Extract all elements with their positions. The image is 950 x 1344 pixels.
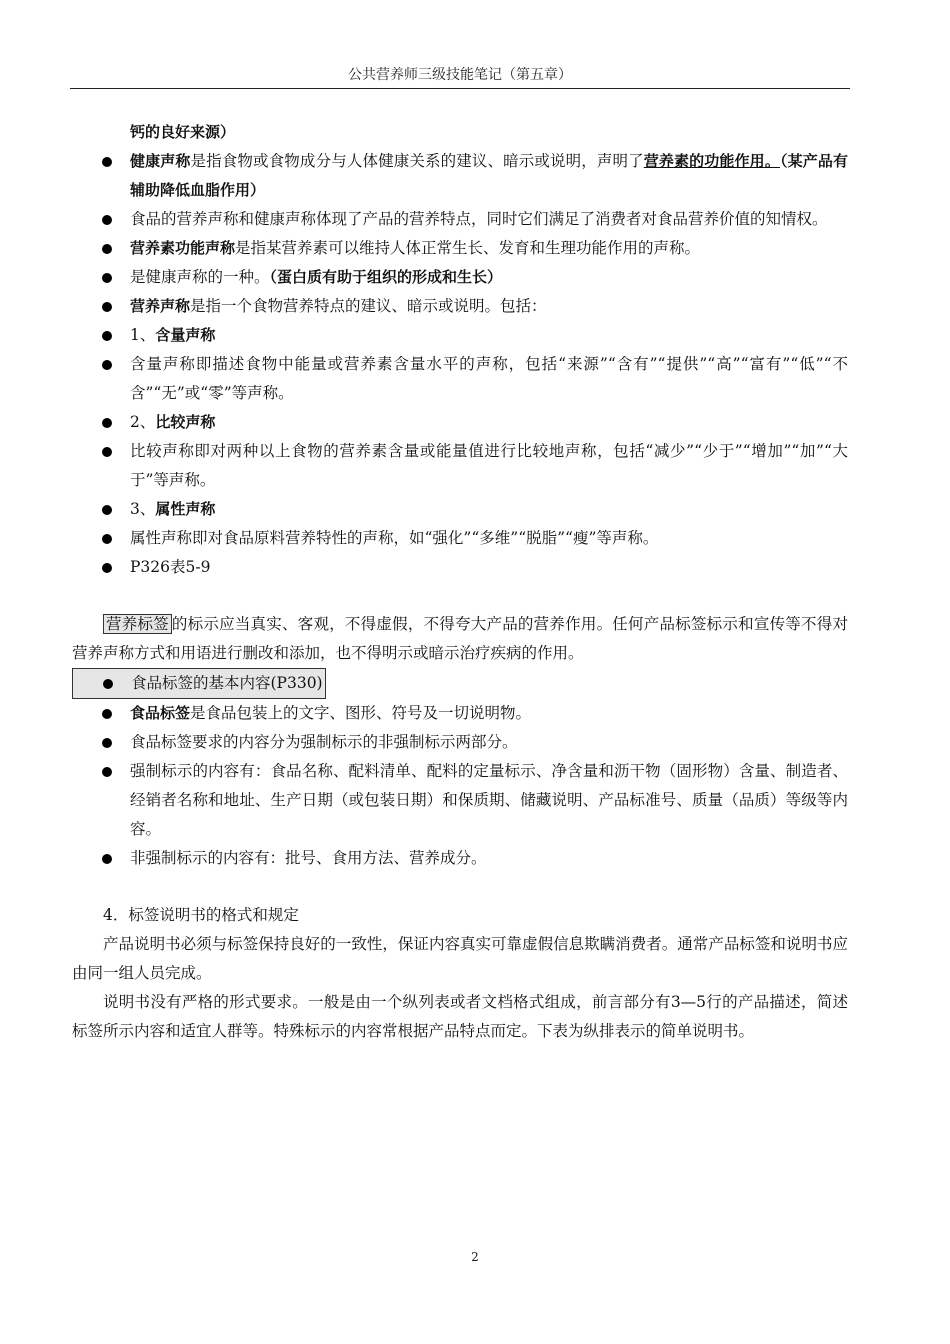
bullet-icon <box>100 844 114 873</box>
list-item-text: 是指一个食物营养特点的建议、暗示或说明。包括： <box>190 297 547 315</box>
spacer <box>72 582 848 610</box>
paragraph: 说明书没有严格的形式要求。一般是由一个纵列表或者文档格式组成，前言部分有3—5行的产品描述，简述标签所示内容和适宜人群等。特殊标示的内容常根据产品特点而定。下表为纵排表示的简单说明书。 <box>72 993 848 1040</box>
bullet-icon <box>101 669 115 698</box>
list-item <box>72 147 848 205</box>
bullet-icon <box>100 234 114 263</box>
bullet-icon <box>100 495 114 524</box>
emphasis-text: 营养素的功能作用。 <box>643 152 780 170</box>
list-item-continuation <box>72 118 848 147</box>
list-item <box>72 292 848 321</box>
bullet-icon <box>100 147 114 176</box>
subheading-comparison-claim: 比较声称 <box>155 413 216 431</box>
bullet-icon <box>100 699 114 728</box>
bullet-icon <box>100 321 114 350</box>
example-text: （某产品有辅助降低血脂作用） <box>130 152 848 199</box>
term-nutrient-function-claim: 营养素功能声称 <box>130 239 236 257</box>
page-number: 2 <box>471 1250 479 1264</box>
list-item <box>72 234 848 263</box>
list-item-text: 属性声称即对食品原料营养特性的声称，如“强化”“多维”“脱脂”“瘦”等声称。 <box>130 529 659 547</box>
list-item <box>72 205 848 234</box>
list-item-text: 强制标示的内容有：食品名称、配料清单、配料的定量标示、净含量和沥干物（固形物）含量、制造者、经销者名称和地址、生产日期（或包装日期）和保质期、储藏说明、产品标准号、质量（品质）等级等内容。 <box>130 762 848 838</box>
list-item <box>72 263 848 292</box>
spacer <box>72 873 848 901</box>
term-health-claim: 健康声称 <box>130 152 191 170</box>
list-number: 1、 <box>130 326 156 344</box>
paragraph: 产品说明书必须与标签保持良好的一致性，保证内容真实可靠虚假信息欺瞒消费者。通常产品标签和说明书应由同一组人员完成。 <box>72 935 848 982</box>
highlighted-term: 营养标签 <box>103 614 172 634</box>
header-divider <box>70 88 850 89</box>
list-item-text: 是指某营养素可以维持人体正常生长、发育和生理功能作用的声称。 <box>235 239 701 257</box>
list-number: 2、 <box>130 413 156 431</box>
bullet-icon <box>100 524 114 553</box>
list-item <box>72 350 848 408</box>
page-header: 公共营养师三级技能笔记（第五章） <box>348 67 572 83</box>
bullet-icon <box>100 205 114 234</box>
list-item-text: 食品标签要求的内容分为强制标示的非强制标示两部分。 <box>130 733 518 751</box>
list-item-text: 非强制标示的内容有：批号、食用方法、营养成分。 <box>130 849 487 867</box>
example-text: （蛋白质有助于组织的形成和生长） <box>269 268 503 286</box>
list-item-text: 钙的良好来源） <box>130 123 236 141</box>
bullet-icon <box>100 263 114 292</box>
list-item-text: 比较声称即对两种以上食物的营养素含量或能量值进行比较地声称，包括“减少”“少于”“增加”“加”“大于”等声称。 <box>130 442 848 489</box>
list-item <box>72 728 848 757</box>
list-item <box>72 553 848 582</box>
bullet-icon <box>100 292 114 321</box>
list-item <box>72 495 848 524</box>
list-item <box>72 668 848 699</box>
page-reference: P326表5-9 <box>130 558 211 576</box>
subheading-content-claim: 含量声称 <box>155 326 216 344</box>
list-item <box>72 844 848 873</box>
bullet-icon <box>100 757 114 786</box>
list-item-text: 是健康声称的一种。 <box>130 268 270 286</box>
list-item-text: 食品标签的基本内容(P330) <box>131 674 323 692</box>
term-nutrition-claim: 营养声称 <box>130 297 191 315</box>
term-food-label: 食品标签 <box>130 704 191 722</box>
document-body <box>72 118 848 1046</box>
bullet-icon <box>100 408 114 437</box>
list-item-text: 是指食物或食物成分与人体健康关系的建议、暗示或说明，声明了 <box>190 152 644 170</box>
list-item <box>72 408 848 437</box>
bullet-icon <box>100 728 114 757</box>
list-item <box>72 321 848 350</box>
section-title: 4．标签说明书的格式和规定 <box>103 906 299 924</box>
subheading-attribute-claim: 属性声称 <box>155 500 216 518</box>
list-item-text: 是食品包装上的文字、图形、符号及一切说明物。 <box>190 704 532 722</box>
list-item-text: 食品的营养声称和健康声称体现了产品的营养特点，同时它们满足了消费者对食品营养价值的知情权。 <box>130 210 828 228</box>
list-item <box>72 437 848 495</box>
list-item-text: 含量声称即描述食物中能量或营养素含量水平的声称，包括“来源”“含有”“提供”“高”“富有”“低”“不含”“无”或“零”等声称。 <box>130 355 848 402</box>
bullet-icon <box>100 437 114 466</box>
list-item <box>72 524 848 553</box>
list-item <box>72 757 848 844</box>
list-item <box>72 699 848 728</box>
paragraph-text: 的标示应当真实、客观，不得虚假，不得夸大产品的营养作用。任何产品标签标示和宣传等不得对营养声称方式和用语进行删改和添加，也不得明示或暗示治疗疾病的作用。 <box>72 615 848 662</box>
highlighted-list-item <box>72 668 326 699</box>
bullet-icon <box>100 350 114 379</box>
paragraph-nutrition-label <box>72 610 848 668</box>
bullet-icon <box>100 553 114 582</box>
list-number: 3、 <box>130 500 156 518</box>
